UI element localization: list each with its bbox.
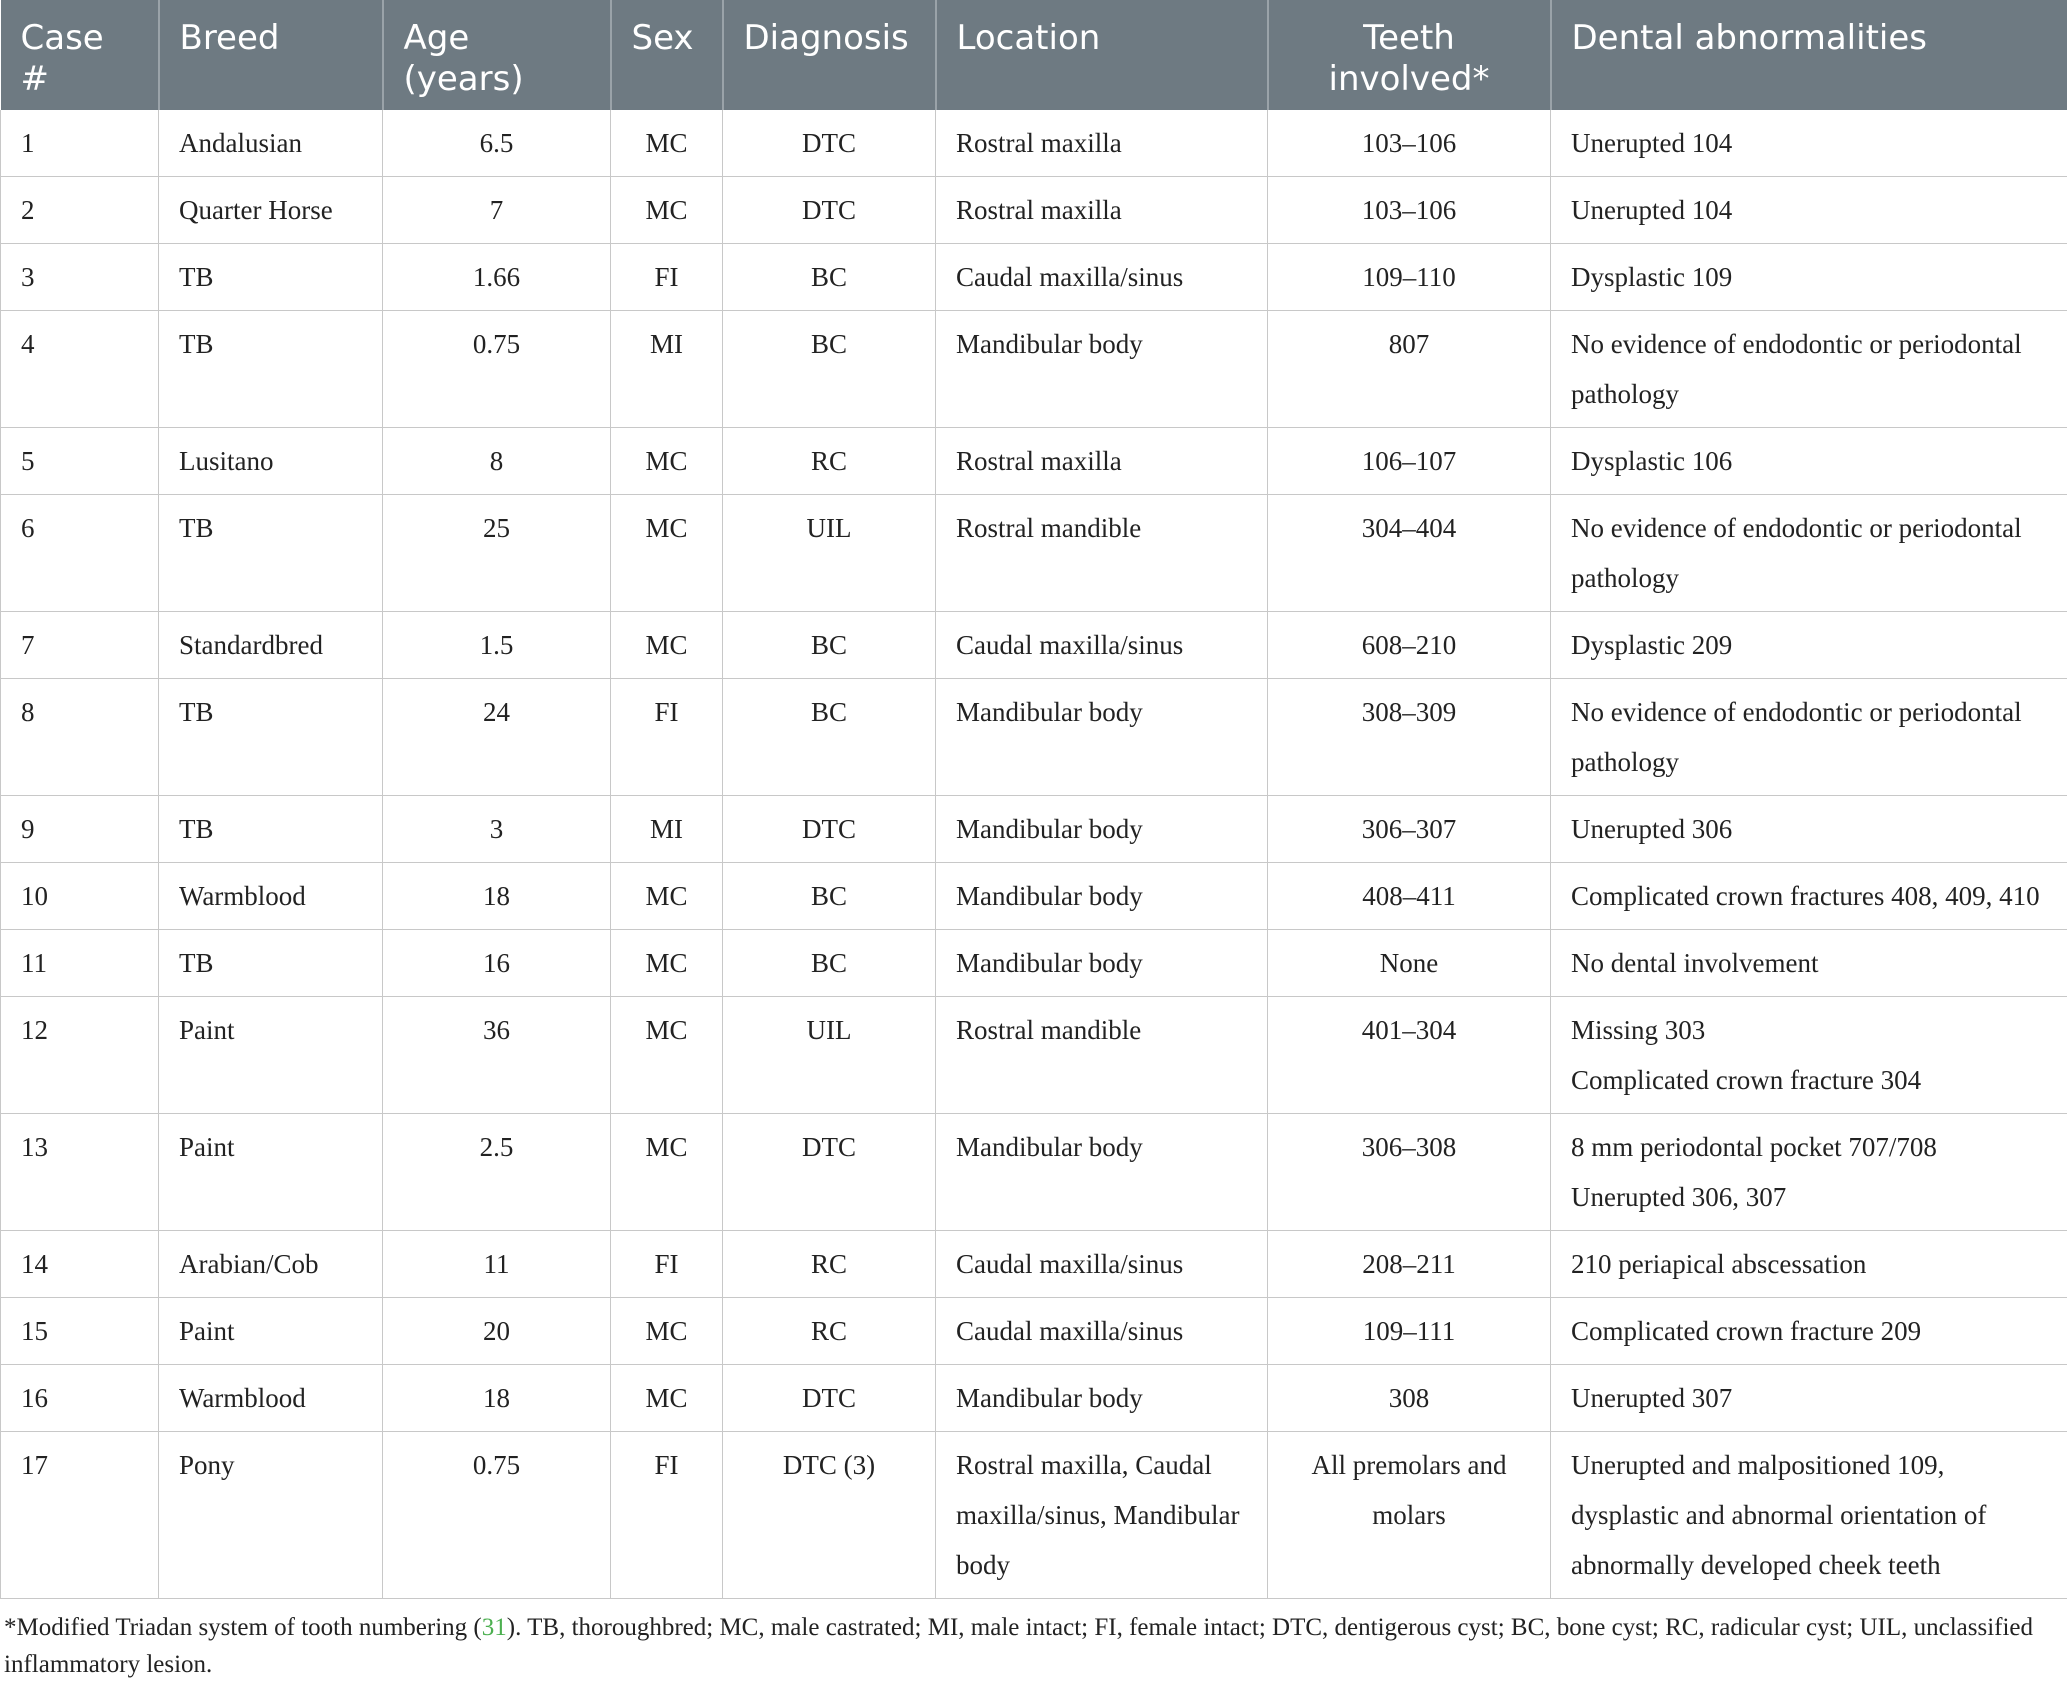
table-body — [1, 110, 2067, 1599]
cell-abnormalities — [1551, 110, 2067, 177]
table-row — [1, 177, 2067, 244]
cell-breed: Andalusian — [159, 110, 383, 177]
table-row — [1, 495, 2067, 612]
abnormality-line: No evidence of endodontic or periodontal pathology — [1571, 319, 2047, 419]
cell-age: 3 — [383, 796, 611, 863]
cell-breed: TB — [159, 796, 383, 863]
header-abnormalities: Dental abnormalities — [1551, 0, 2067, 110]
cell-breed: TB — [159, 311, 383, 428]
cell-teeth: 807 — [1268, 311, 1551, 428]
table-row — [1, 244, 2067, 311]
cell-breed: Arabian/Cob — [159, 1231, 383, 1298]
abnormality-line: Unerupted 104 — [1571, 118, 2047, 168]
cell-age: 25 — [383, 495, 611, 612]
cell-sex: MC — [611, 930, 723, 997]
cell-age: 1.66 — [383, 244, 611, 311]
cell-teeth: 608–210 — [1268, 612, 1551, 679]
cell-diagnosis: DTC — [723, 796, 936, 863]
cell-diagnosis: BC — [723, 311, 936, 428]
abnormality-line: Dysplastic 109 — [1571, 252, 2047, 302]
footnote-text: *Modified Triadan system of tooth numbering ( — [4, 1614, 482, 1641]
cell-teeth: 304–404 — [1268, 495, 1551, 612]
table-footnote — [0, 1599, 2050, 1683]
cell-teeth: 106–107 — [1268, 428, 1551, 495]
cell-age: 20 — [383, 1298, 611, 1365]
cell-breed: TB — [159, 679, 383, 796]
cell-diagnosis: RC — [723, 1231, 936, 1298]
cell-diagnosis: BC — [723, 244, 936, 311]
cell-abnormalities — [1551, 1432, 2067, 1599]
table-row — [1, 997, 2067, 1114]
cell-diagnosis: RC — [723, 1298, 936, 1365]
cell-location: Caudal maxilla/sinus — [936, 1298, 1268, 1365]
cell-location: Mandibular body — [936, 1114, 1268, 1231]
cell-diagnosis: BC — [723, 679, 936, 796]
abnormality-line: 210 periapical abscessation — [1571, 1239, 2047, 1289]
cell-case: 6 — [1, 495, 159, 612]
table-row — [1, 863, 2067, 930]
table-row — [1, 110, 2067, 177]
cell-teeth: 306–308 — [1268, 1114, 1551, 1231]
cell-location: Rostral mandible — [936, 997, 1268, 1114]
cell-age: 0.75 — [383, 1432, 611, 1599]
cell-breed: Warmblood — [159, 863, 383, 930]
cell-breed: TB — [159, 244, 383, 311]
cell-breed: TB — [159, 930, 383, 997]
cell-age: 7 — [383, 177, 611, 244]
abnormality-line: Dysplastic 106 — [1571, 436, 2047, 486]
cell-location: Rostral maxilla — [936, 177, 1268, 244]
cell-location: Rostral maxilla — [936, 428, 1268, 495]
cell-abnormalities — [1551, 495, 2067, 612]
table-row — [1, 1365, 2067, 1432]
header-row — [1, 0, 2067, 110]
cell-sex: MC — [611, 177, 723, 244]
cell-sex: FI — [611, 1432, 723, 1599]
abnormality-line: 8 mm periodontal pocket 707/708 — [1571, 1122, 2047, 1172]
cell-location: Mandibular body — [936, 930, 1268, 997]
cell-age: 16 — [383, 930, 611, 997]
cell-diagnosis: UIL — [723, 997, 936, 1114]
header-age: Age (years) — [383, 0, 611, 110]
cell-teeth: 109–111 — [1268, 1298, 1551, 1365]
cell-diagnosis: DTC — [723, 177, 936, 244]
header-location: Location — [936, 0, 1268, 110]
cell-sex: FI — [611, 244, 723, 311]
cell-breed: TB — [159, 495, 383, 612]
cell-diagnosis: DTC — [723, 110, 936, 177]
cell-case: 4 — [1, 311, 159, 428]
cell-case: 3 — [1, 244, 159, 311]
abnormality-line: Unerupted 307 — [1571, 1373, 2047, 1423]
cell-teeth: 308 — [1268, 1365, 1551, 1432]
cell-breed: Standardbred — [159, 612, 383, 679]
cell-abnormalities — [1551, 428, 2067, 495]
abnormality-line: Dysplastic 209 — [1571, 620, 2047, 670]
cell-breed: Paint — [159, 1298, 383, 1365]
cell-abnormalities — [1551, 930, 2067, 997]
cell-case: 15 — [1, 1298, 159, 1365]
cell-age: 8 — [383, 428, 611, 495]
cell-sex: MC — [611, 1298, 723, 1365]
cell-breed: Paint — [159, 997, 383, 1114]
cell-diagnosis: BC — [723, 863, 936, 930]
cell-sex: FI — [611, 1231, 723, 1298]
header-case: Case # — [1, 0, 159, 110]
cell-teeth: 103–106 — [1268, 110, 1551, 177]
cell-age: 6.5 — [383, 110, 611, 177]
cell-age: 36 — [383, 997, 611, 1114]
cell-location: Mandibular body — [936, 863, 1268, 930]
cell-abnormalities — [1551, 177, 2067, 244]
table-row — [1, 796, 2067, 863]
cell-case: 7 — [1, 612, 159, 679]
abnormality-line: Unerupted and malpositioned 109, dysplastic and abnormal orientation of abnormally developed cheek teeth — [1571, 1440, 2047, 1590]
cell-teeth: 408–411 — [1268, 863, 1551, 930]
table-row — [1, 311, 2067, 428]
cell-location: Mandibular body — [936, 796, 1268, 863]
cell-diagnosis: BC — [723, 612, 936, 679]
cell-case: 5 — [1, 428, 159, 495]
cell-teeth: 306–307 — [1268, 796, 1551, 863]
cell-sex: MC — [611, 1114, 723, 1231]
abnormality-line: Unerupted 104 — [1571, 185, 2047, 235]
cell-location: Caudal maxilla/sinus — [936, 612, 1268, 679]
cell-case: 14 — [1, 1231, 159, 1298]
cell-breed: Quarter Horse — [159, 177, 383, 244]
cell-teeth: 109–110 — [1268, 244, 1551, 311]
cell-case: 1 — [1, 110, 159, 177]
abnormality-line: No evidence of endodontic or periodontal pathology — [1571, 503, 2047, 603]
header-teeth: Teeth involved* — [1268, 0, 1551, 110]
cell-teeth: All premolars and molars — [1268, 1432, 1551, 1599]
cell-case: 9 — [1, 796, 159, 863]
cell-abnormalities — [1551, 796, 2067, 863]
cell-abnormalities — [1551, 1365, 2067, 1432]
cell-location: Mandibular body — [936, 1365, 1268, 1432]
cell-age: 18 — [383, 863, 611, 930]
table-row — [1, 428, 2067, 495]
cell-breed: Warmblood — [159, 1365, 383, 1432]
cell-teeth: 401–304 — [1268, 997, 1551, 1114]
cell-case: 12 — [1, 997, 159, 1114]
abnormality-line: Complicated crown fractures 408, 409, 410 — [1571, 871, 2047, 921]
cell-case: 13 — [1, 1114, 159, 1231]
header-diagnosis: Diagnosis — [723, 0, 936, 110]
cell-sex: MC — [611, 612, 723, 679]
cell-breed: Paint — [159, 1114, 383, 1231]
cell-case: 17 — [1, 1432, 159, 1599]
cell-breed: Pony — [159, 1432, 383, 1599]
cell-case: 11 — [1, 930, 159, 997]
cell-abnormalities — [1551, 1298, 2067, 1365]
cell-age: 2.5 — [383, 1114, 611, 1231]
cell-age: 24 — [383, 679, 611, 796]
cell-location: Caudal maxilla/sinus — [936, 1231, 1268, 1298]
abnormality-line: Unerupted 306 — [1571, 804, 2047, 854]
cell-diagnosis: DTC (3) — [723, 1432, 936, 1599]
footnote-text-rest: ). TB, thoroughbred; MC, male castrated; MI, male intact; FI, female intact; DTC, dentigerous cyst; BC, bone cyst; RC, radicular cyst; UIL, unclassified inflammatory lesion. — [4, 1614, 2033, 1678]
cell-age: 18 — [383, 1365, 611, 1432]
table-row — [1, 679, 2067, 796]
header-sex: Sex — [611, 0, 723, 110]
cell-diagnosis: BC — [723, 930, 936, 997]
cell-case: 8 — [1, 679, 159, 796]
abnormality-line: No evidence of endodontic or periodontal pathology — [1571, 687, 2047, 787]
cell-location: Mandibular body — [936, 679, 1268, 796]
cell-sex: MI — [611, 311, 723, 428]
table-row — [1, 1432, 2067, 1599]
cell-age: 1.5 — [383, 612, 611, 679]
cell-location: Rostral mandible — [936, 495, 1268, 612]
header-breed: Breed — [159, 0, 383, 110]
cell-age: 0.75 — [383, 311, 611, 428]
cell-location: Caudal maxilla/sinus — [936, 244, 1268, 311]
cell-age: 11 — [383, 1231, 611, 1298]
table-row — [1, 1231, 2067, 1298]
cell-case: 16 — [1, 1365, 159, 1432]
cell-abnormalities — [1551, 863, 2067, 930]
cell-abnormalities — [1551, 612, 2067, 679]
cell-diagnosis: DTC — [723, 1114, 936, 1231]
cell-sex: MC — [611, 863, 723, 930]
cell-abnormalities — [1551, 1114, 2067, 1231]
cell-location: Mandibular body — [936, 311, 1268, 428]
cell-diagnosis: RC — [723, 428, 936, 495]
cell-breed: Lusitano — [159, 428, 383, 495]
cell-sex: MI — [611, 796, 723, 863]
cell-teeth: 208–211 — [1268, 1231, 1551, 1298]
abnormality-line: No dental involvement — [1571, 938, 2047, 988]
cell-sex: FI — [611, 679, 723, 796]
abnormality-line: Missing 303 — [1571, 1005, 2047, 1055]
cell-sex: MC — [611, 495, 723, 612]
cell-sex: MC — [611, 1365, 723, 1432]
cell-case: 10 — [1, 863, 159, 930]
table-row — [1, 612, 2067, 679]
abnormality-line: Complicated crown fracture 304 — [1571, 1055, 2047, 1105]
cell-teeth: None — [1268, 930, 1551, 997]
cell-abnormalities — [1551, 1231, 2067, 1298]
abnormality-line: Unerupted 306, 307 — [1571, 1172, 2047, 1222]
cell-location: Rostral maxilla, Caudal maxilla/sinus, Mandibular body — [936, 1432, 1268, 1599]
cell-sex: MC — [611, 110, 723, 177]
cell-sex: MC — [611, 997, 723, 1114]
cell-abnormalities — [1551, 244, 2067, 311]
cell-teeth: 308–309 — [1268, 679, 1551, 796]
cell-sex: MC — [611, 428, 723, 495]
cell-abnormalities — [1551, 997, 2067, 1114]
cell-teeth: 103–106 — [1268, 177, 1551, 244]
abnormality-line: Complicated crown fracture 209 — [1571, 1306, 2047, 1356]
table-row — [1, 1298, 2067, 1365]
cell-abnormalities — [1551, 311, 2067, 428]
table-row — [1, 930, 2067, 997]
cell-location: Rostral maxilla — [936, 110, 1268, 177]
cell-diagnosis: DTC — [723, 1365, 936, 1432]
cell-diagnosis: UIL — [723, 495, 936, 612]
cell-abnormalities — [1551, 679, 2067, 796]
cell-case: 2 — [1, 177, 159, 244]
reference-link[interactable]: 31 — [482, 1614, 507, 1641]
table-row — [1, 1114, 2067, 1231]
